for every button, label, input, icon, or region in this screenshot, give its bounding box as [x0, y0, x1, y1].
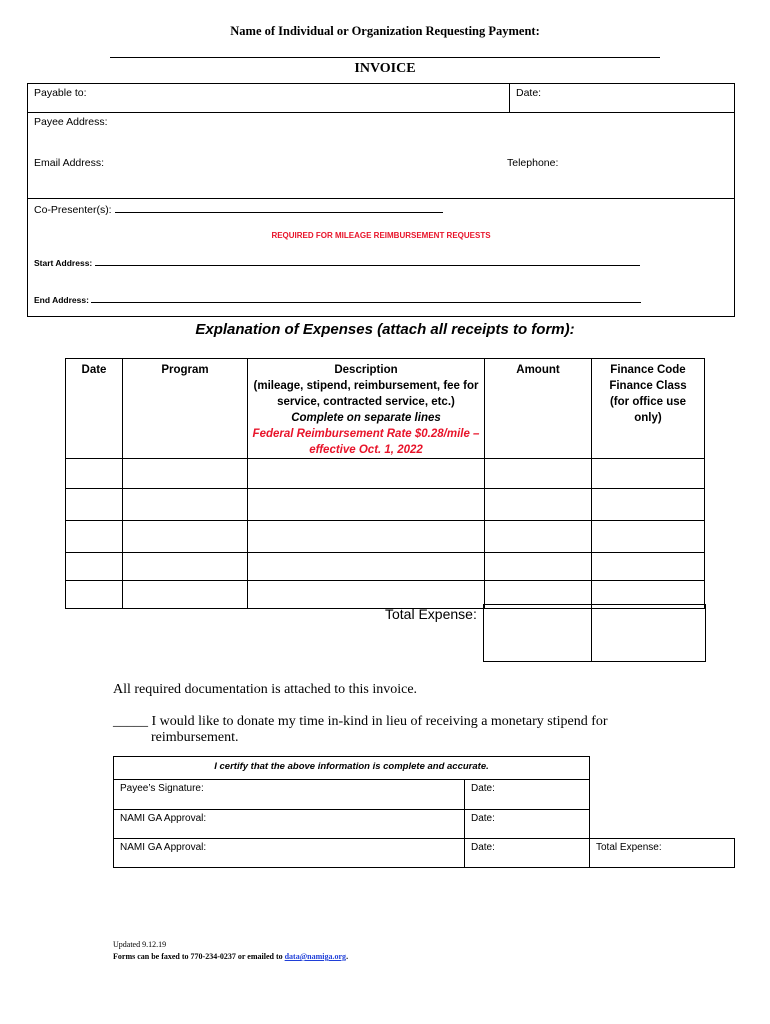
donate-line-1 [113, 714, 633, 730]
description-instruction: Complete on separate lines [291, 412, 441, 424]
start-address-field[interactable] [34, 256, 640, 268]
total-expense-box [483, 604, 706, 662]
column-header-finance [592, 359, 705, 459]
approval-1-date-field[interactable] [464, 809, 590, 839]
date-cell[interactable] [66, 489, 123, 521]
column-header-amount: Amount [485, 359, 592, 459]
finance-cell[interactable] [592, 553, 705, 581]
program-cell[interactable] [123, 581, 248, 609]
total-expense-field-label: Total Expense: [596, 842, 662, 853]
reimbursement-rate: Federal Reimbursement Rate $0.28/mile – [252, 428, 480, 440]
table-header-row [66, 359, 705, 459]
divider [28, 112, 734, 113]
program-cell[interactable] [123, 553, 248, 581]
description-cell[interactable] [248, 489, 485, 521]
payee-info-box [27, 83, 735, 317]
amount-cell[interactable] [485, 459, 592, 489]
period: . [346, 952, 349, 961]
donate-text: I would like to donate my time in-kind in lieu of receiving a monetary stipend for [151, 714, 608, 729]
amount-cell[interactable] [485, 521, 592, 553]
description-cell[interactable] [248, 459, 485, 489]
finance-cell[interactable] [592, 489, 705, 521]
approval-2-label: NAMI GA Approval: [120, 842, 207, 853]
payee-signature-label: Payee’s Signature: [120, 783, 204, 794]
date-cell[interactable] [66, 521, 123, 553]
approval-2-date-field[interactable] [464, 838, 590, 868]
mileage-requirement-note: REQUIRED FOR MILEAGE REIMBURSEMENT REQUESTS [271, 231, 491, 240]
amount-cell[interactable] [485, 489, 592, 521]
requester-name-line[interactable] [110, 57, 660, 58]
payee-signature-field[interactable] [113, 779, 465, 810]
email-link[interactable]: data@namiga.org [284, 952, 347, 961]
description-cell[interactable] [248, 553, 485, 581]
payable-to-label: Payable to: [34, 87, 87, 99]
total-finance-cell[interactable] [592, 605, 705, 661]
end-address-field[interactable] [34, 293, 641, 305]
invoice-title: INVOICE [354, 61, 416, 76]
payee-address-label: Payee Address: [34, 116, 108, 128]
date-cell[interactable] [66, 581, 123, 609]
table-row [66, 521, 705, 553]
column-header-date: Date [66, 359, 123, 459]
start-address-label: Start Address: [34, 258, 93, 268]
program-cell[interactable] [123, 489, 248, 521]
requester-heading: Name of Individual or Organization Requesting Payment: [230, 24, 540, 38]
co-presenters-label: Co-Presenter(s): [34, 204, 112, 216]
program-cell[interactable] [123, 521, 248, 553]
co-presenters-field[interactable] [34, 203, 443, 216]
column-header-program: Program [123, 359, 248, 459]
divider [28, 198, 734, 199]
telephone-label: Telephone: [507, 157, 559, 169]
total-amount-cell[interactable] [484, 605, 591, 661]
program-cell[interactable] [123, 459, 248, 489]
start-address-line[interactable] [95, 256, 640, 266]
description-cell[interactable] [248, 581, 485, 609]
description-title: Description [334, 364, 398, 376]
approval-1-date-label: Date: [471, 813, 495, 824]
submission-note [113, 952, 348, 961]
expenses-heading: Explanation of Expenses (attach all receipts to form): [195, 321, 575, 338]
date-divider [509, 84, 510, 112]
total-expense-field[interactable] [589, 838, 735, 868]
donate-text-cont: reimbursement. [151, 730, 239, 745]
finance-cell[interactable] [592, 521, 705, 553]
documentation-statement: All required documentation is attached to this invoice. [113, 682, 418, 697]
column-header-description [248, 359, 485, 459]
table-row [66, 489, 705, 521]
payee-date-label: Date: [471, 783, 495, 794]
description-cell[interactable] [248, 521, 485, 553]
fax-instructions: Forms can be faxed to 770-234-0237 or emailed to [113, 952, 283, 961]
approval-2-date-label: Date: [471, 842, 495, 853]
office-use-note-cont: only) [634, 412, 662, 424]
certification-statement: I certify that the above information is complete and accurate. [113, 756, 590, 780]
finance-class-label: Finance Class [609, 380, 687, 392]
date-label: Date: [516, 87, 542, 99]
date-cell[interactable] [66, 459, 123, 489]
finance-code-label: Finance Code [610, 364, 686, 376]
expenses-table [65, 358, 705, 609]
approval-1-label: NAMI GA Approval: [120, 813, 207, 824]
description-examples: (mileage, stipend, reimbursement, fee for [253, 380, 479, 392]
office-use-note: (for office use [609, 396, 687, 408]
approval-1-field[interactable] [113, 809, 465, 839]
table-row [66, 459, 705, 489]
approval-2-field[interactable] [113, 838, 465, 868]
co-presenters-line[interactable] [115, 203, 443, 213]
reimbursement-effective-date: effective Oct. 1, 2022 [309, 444, 423, 456]
finance-cell[interactable] [592, 459, 705, 489]
email-address-label: Email Address: [34, 157, 105, 169]
amount-cell[interactable] [485, 553, 592, 581]
donate-statement [113, 714, 633, 746]
payee-date-field[interactable] [464, 779, 590, 810]
updated-date: Updated 9.12.19 [113, 940, 167, 949]
end-address-label: End Address: [34, 295, 89, 305]
end-address-line[interactable] [91, 293, 641, 303]
donate-checkbox-blank[interactable]: _____ [113, 714, 148, 729]
table-row [66, 553, 705, 581]
date-cell[interactable] [66, 553, 123, 581]
total-expense-label: Total Expense: [385, 606, 477, 622]
description-examples-cont: service, contracted service, etc.) [277, 396, 455, 408]
